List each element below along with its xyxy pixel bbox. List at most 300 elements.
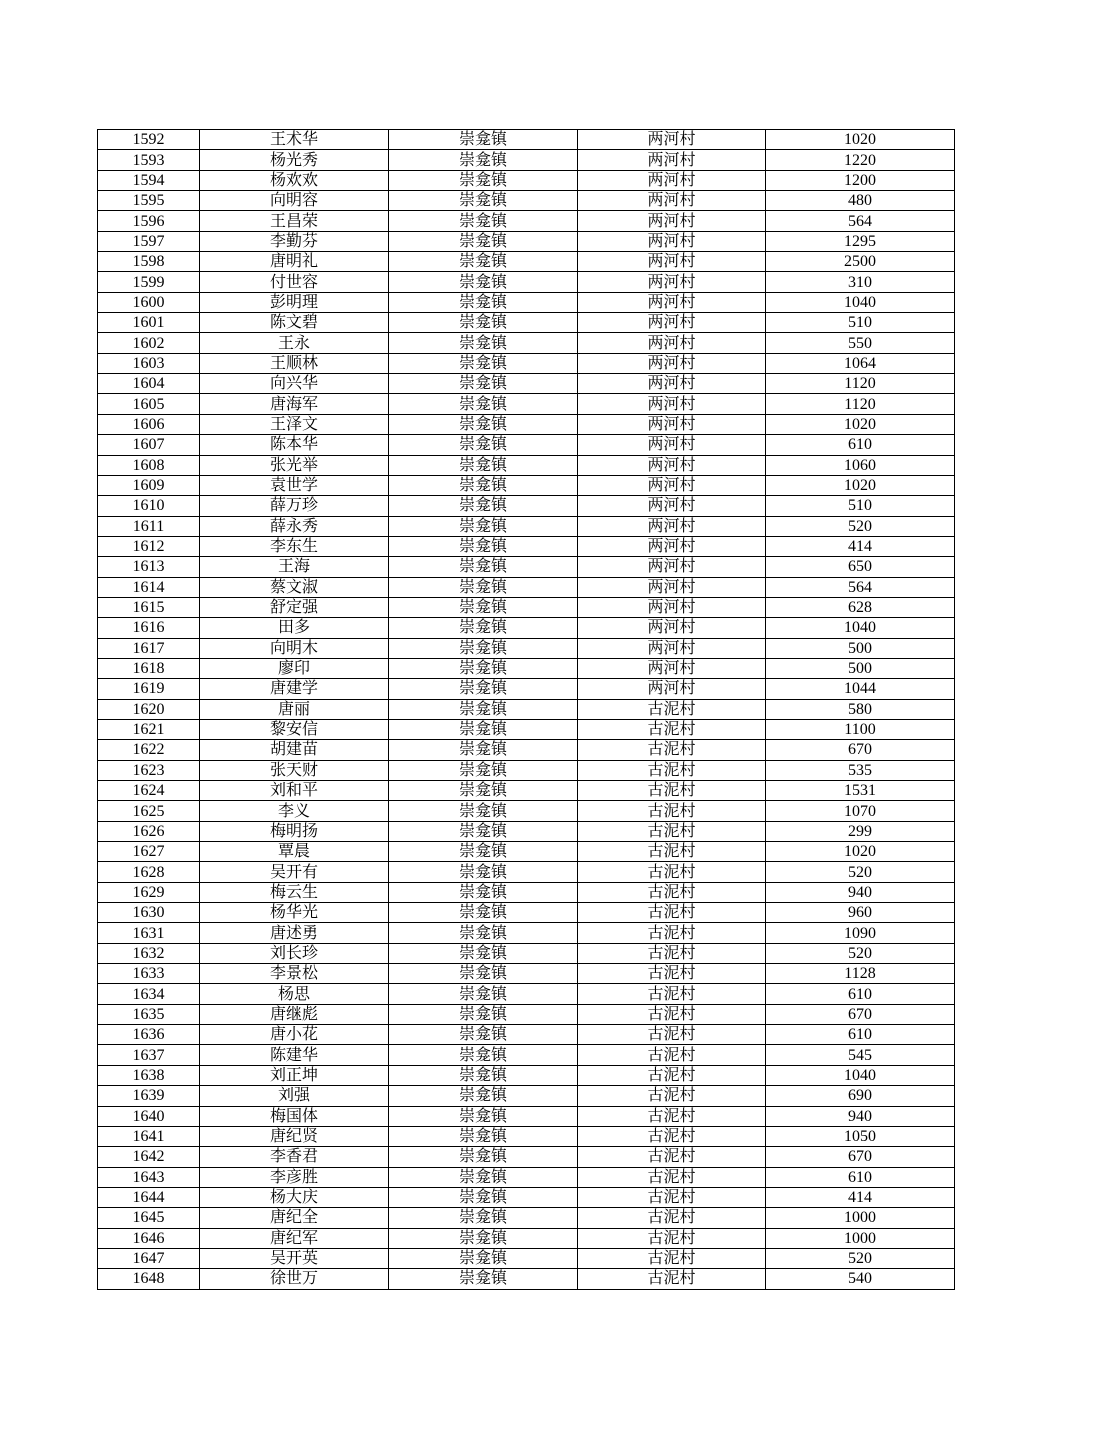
amount-cell: 510: [766, 496, 955, 516]
row-number-cell: 1593: [98, 150, 200, 170]
town-cell: 崇龛镇: [389, 252, 578, 272]
village-cell: 古泥村: [578, 1086, 766, 1106]
row-number-cell: 1624: [98, 781, 200, 801]
table-row: [98, 557, 955, 577]
table-row: [98, 191, 955, 211]
name-cell: 舒定强: [200, 597, 389, 617]
table-row: [98, 475, 955, 495]
table-row: [98, 1004, 955, 1024]
table-body: [98, 130, 955, 1290]
amount-cell: 690: [766, 1086, 955, 1106]
amount-cell: 1050: [766, 1126, 955, 1146]
village-cell: 两河村: [578, 150, 766, 170]
town-cell: 崇龛镇: [389, 536, 578, 556]
town-cell: 崇龛镇: [389, 638, 578, 658]
table-row: [98, 964, 955, 984]
town-cell: 崇龛镇: [389, 1248, 578, 1268]
village-cell: 古泥村: [578, 923, 766, 943]
name-cell: 向兴华: [200, 374, 389, 394]
name-cell: 袁世学: [200, 475, 389, 495]
name-cell: 李香君: [200, 1147, 389, 1167]
name-cell: 廖印: [200, 658, 389, 678]
amount-cell: 1020: [766, 414, 955, 434]
amount-cell: 1020: [766, 475, 955, 495]
name-cell: 王昌荣: [200, 211, 389, 231]
table-row: [98, 943, 955, 963]
table-row: [98, 638, 955, 658]
row-number-cell: 1615: [98, 597, 200, 617]
table-row: [98, 842, 955, 862]
amount-cell: 414: [766, 536, 955, 556]
row-number-cell: 1603: [98, 353, 200, 373]
name-cell: 杨光秀: [200, 150, 389, 170]
table-row: [98, 374, 955, 394]
table-row: [98, 130, 955, 150]
row-number-cell: 1645: [98, 1208, 200, 1228]
town-cell: 崇龛镇: [389, 1147, 578, 1167]
amount-cell: 310: [766, 272, 955, 292]
row-number-cell: 1602: [98, 333, 200, 353]
village-cell: 两河村: [578, 191, 766, 211]
row-number-cell: 1623: [98, 760, 200, 780]
name-cell: 唐纪全: [200, 1208, 389, 1228]
table-row: [98, 1126, 955, 1146]
name-cell: 薛万珍: [200, 496, 389, 516]
village-cell: 古泥村: [578, 1269, 766, 1289]
amount-cell: 2500: [766, 252, 955, 272]
name-cell: 陈建华: [200, 1045, 389, 1065]
amount-cell: 545: [766, 1045, 955, 1065]
row-number-cell: 1598: [98, 252, 200, 272]
town-cell: 崇龛镇: [389, 1086, 578, 1106]
amount-cell: 1020: [766, 130, 955, 150]
row-number-cell: 1621: [98, 719, 200, 739]
table-row: [98, 679, 955, 699]
name-cell: 王泽文: [200, 414, 389, 434]
village-cell: 两河村: [578, 272, 766, 292]
amount-cell: 610: [766, 1025, 955, 1045]
table-row: [98, 150, 955, 170]
table-row: [98, 1269, 955, 1289]
village-cell: 两河村: [578, 638, 766, 658]
amount-cell: 1120: [766, 394, 955, 414]
village-cell: 两河村: [578, 679, 766, 699]
town-cell: 崇龛镇: [389, 1228, 578, 1248]
row-number-cell: 1601: [98, 313, 200, 333]
village-cell: 古泥村: [578, 1025, 766, 1045]
amount-cell: 610: [766, 1167, 955, 1187]
name-cell: 唐丽: [200, 699, 389, 719]
table-row: [98, 455, 955, 475]
village-cell: 古泥村: [578, 842, 766, 862]
town-cell: 崇龛镇: [389, 1126, 578, 1146]
name-cell: 王顺林: [200, 353, 389, 373]
row-number-cell: 1630: [98, 903, 200, 923]
row-number-cell: 1631: [98, 923, 200, 943]
table-row: [98, 353, 955, 373]
town-cell: 崇龛镇: [389, 191, 578, 211]
amount-cell: 670: [766, 740, 955, 760]
name-cell: 唐小花: [200, 1025, 389, 1045]
town-cell: 崇龛镇: [389, 842, 578, 862]
name-cell: 薛永秀: [200, 516, 389, 536]
amount-cell: 520: [766, 943, 955, 963]
village-cell: 两河村: [578, 313, 766, 333]
amount-cell: 610: [766, 435, 955, 455]
row-number-cell: 1627: [98, 842, 200, 862]
row-number-cell: 1599: [98, 272, 200, 292]
village-cell: 两河村: [578, 333, 766, 353]
town-cell: 崇龛镇: [389, 435, 578, 455]
name-cell: 向明木: [200, 638, 389, 658]
amount-cell: 1040: [766, 292, 955, 312]
town-cell: 崇龛镇: [389, 597, 578, 617]
town-cell: 崇龛镇: [389, 475, 578, 495]
table-row: [98, 1065, 955, 1085]
village-cell: 古泥村: [578, 1147, 766, 1167]
table-row: [98, 211, 955, 231]
row-number-cell: 1633: [98, 964, 200, 984]
row-number-cell: 1608: [98, 455, 200, 475]
village-cell: 古泥村: [578, 1187, 766, 1207]
village-cell: 两河村: [578, 231, 766, 251]
village-cell: 两河村: [578, 597, 766, 617]
name-cell: 梅明扬: [200, 821, 389, 841]
amount-cell: 520: [766, 516, 955, 536]
village-cell: 古泥村: [578, 719, 766, 739]
row-number-cell: 1619: [98, 679, 200, 699]
town-cell: 崇龛镇: [389, 170, 578, 190]
name-cell: 王永: [200, 333, 389, 353]
name-cell: 覃晨: [200, 842, 389, 862]
town-cell: 崇龛镇: [389, 658, 578, 678]
table-row: [98, 1106, 955, 1126]
name-cell: 唐纪贤: [200, 1126, 389, 1146]
town-cell: 崇龛镇: [389, 760, 578, 780]
town-cell: 崇龛镇: [389, 333, 578, 353]
table-row: [98, 1167, 955, 1187]
village-cell: 两河村: [578, 475, 766, 495]
row-number-cell: 1606: [98, 414, 200, 434]
village-cell: 古泥村: [578, 781, 766, 801]
row-number-cell: 1646: [98, 1228, 200, 1248]
table-row: [98, 516, 955, 536]
amount-cell: 1020: [766, 842, 955, 862]
town-cell: 崇龛镇: [389, 496, 578, 516]
row-number-cell: 1625: [98, 801, 200, 821]
amount-cell: 1044: [766, 679, 955, 699]
table-row: [98, 333, 955, 353]
row-number-cell: 1604: [98, 374, 200, 394]
name-cell: 蔡文淑: [200, 577, 389, 597]
amount-cell: 670: [766, 1004, 955, 1024]
village-cell: 古泥村: [578, 821, 766, 841]
village-cell: 两河村: [578, 211, 766, 231]
row-number-cell: 1616: [98, 618, 200, 638]
table-row: [98, 903, 955, 923]
row-number-cell: 1595: [98, 191, 200, 211]
row-number-cell: 1597: [98, 231, 200, 251]
village-cell: 古泥村: [578, 1167, 766, 1187]
name-cell: 刘强: [200, 1086, 389, 1106]
table-row: [98, 1228, 955, 1248]
amount-cell: 1040: [766, 1065, 955, 1085]
row-number-cell: 1614: [98, 577, 200, 597]
data-table: [97, 129, 955, 1290]
village-cell: 两河村: [578, 455, 766, 475]
name-cell: 陈本华: [200, 435, 389, 455]
name-cell: 李义: [200, 801, 389, 821]
town-cell: 崇龛镇: [389, 150, 578, 170]
row-number-cell: 1647: [98, 1248, 200, 1268]
name-cell: 刘和平: [200, 781, 389, 801]
table-row: [98, 984, 955, 1004]
name-cell: 唐海军: [200, 394, 389, 414]
table-row: [98, 435, 955, 455]
town-cell: 崇龛镇: [389, 821, 578, 841]
table-row: [98, 414, 955, 434]
table-row: [98, 536, 955, 556]
name-cell: 张光举: [200, 455, 389, 475]
town-cell: 崇龛镇: [389, 801, 578, 821]
row-number-cell: 1596: [98, 211, 200, 231]
town-cell: 崇龛镇: [389, 679, 578, 699]
name-cell: 王海: [200, 557, 389, 577]
village-cell: 两河村: [578, 252, 766, 272]
amount-cell: 1200: [766, 170, 955, 190]
table-row: [98, 801, 955, 821]
table-row: [98, 760, 955, 780]
village-cell: 古泥村: [578, 903, 766, 923]
table-row: [98, 1045, 955, 1065]
village-cell: 两河村: [578, 353, 766, 373]
name-cell: 陈文碧: [200, 313, 389, 333]
name-cell: 李彦胜: [200, 1167, 389, 1187]
town-cell: 崇龛镇: [389, 374, 578, 394]
name-cell: 向明容: [200, 191, 389, 211]
row-number-cell: 1622: [98, 740, 200, 760]
amount-cell: 1100: [766, 719, 955, 739]
table-row: [98, 740, 955, 760]
village-cell: 古泥村: [578, 1228, 766, 1248]
village-cell: 两河村: [578, 496, 766, 516]
table-row: [98, 394, 955, 414]
name-cell: 付世容: [200, 272, 389, 292]
village-cell: 两河村: [578, 536, 766, 556]
row-number-cell: 1632: [98, 943, 200, 963]
row-number-cell: 1629: [98, 882, 200, 902]
town-cell: 崇龛镇: [389, 719, 578, 739]
amount-cell: 650: [766, 557, 955, 577]
town-cell: 崇龛镇: [389, 1025, 578, 1045]
name-cell: 梅国体: [200, 1106, 389, 1126]
town-cell: 崇龛镇: [389, 394, 578, 414]
name-cell: 王术华: [200, 130, 389, 150]
name-cell: 彭明理: [200, 292, 389, 312]
table-row: [98, 313, 955, 333]
village-cell: 古泥村: [578, 1045, 766, 1065]
table-row: [98, 1248, 955, 1268]
amount-cell: 540: [766, 1269, 955, 1289]
row-number-cell: 1611: [98, 516, 200, 536]
table-row: [98, 862, 955, 882]
row-number-cell: 1643: [98, 1167, 200, 1187]
name-cell: 杨欢欢: [200, 170, 389, 190]
town-cell: 崇龛镇: [389, 618, 578, 638]
row-number-cell: 1617: [98, 638, 200, 658]
table-row: [98, 923, 955, 943]
row-number-cell: 1626: [98, 821, 200, 841]
row-number-cell: 1612: [98, 536, 200, 556]
table-row: [98, 170, 955, 190]
town-cell: 崇龛镇: [389, 577, 578, 597]
name-cell: 刘长珍: [200, 943, 389, 963]
amount-cell: 480: [766, 191, 955, 211]
amount-cell: 500: [766, 638, 955, 658]
amount-cell: 940: [766, 1106, 955, 1126]
row-number-cell: 1600: [98, 292, 200, 312]
amount-cell: 414: [766, 1187, 955, 1207]
village-cell: 两河村: [578, 557, 766, 577]
row-number-cell: 1610: [98, 496, 200, 516]
table-row: [98, 699, 955, 719]
village-cell: 两河村: [578, 394, 766, 414]
amount-cell: 299: [766, 821, 955, 841]
row-number-cell: 1648: [98, 1269, 200, 1289]
town-cell: 崇龛镇: [389, 292, 578, 312]
table-row: [98, 577, 955, 597]
name-cell: 杨大庆: [200, 1187, 389, 1207]
town-cell: 崇龛镇: [389, 882, 578, 902]
name-cell: 胡建苗: [200, 740, 389, 760]
row-number-cell: 1594: [98, 170, 200, 190]
name-cell: 唐明礼: [200, 252, 389, 272]
village-cell: 古泥村: [578, 882, 766, 902]
village-cell: 古泥村: [578, 1248, 766, 1268]
name-cell: 吴开英: [200, 1248, 389, 1268]
amount-cell: 564: [766, 577, 955, 597]
row-number-cell: 1636: [98, 1025, 200, 1045]
town-cell: 崇龛镇: [389, 231, 578, 251]
name-cell: 梅云生: [200, 882, 389, 902]
name-cell: 杨华光: [200, 903, 389, 923]
row-number-cell: 1639: [98, 1086, 200, 1106]
town-cell: 崇龛镇: [389, 353, 578, 373]
amount-cell: 1090: [766, 923, 955, 943]
town-cell: 崇龛镇: [389, 1004, 578, 1024]
name-cell: 田多: [200, 618, 389, 638]
table-row: [98, 781, 955, 801]
village-cell: 两河村: [578, 374, 766, 394]
name-cell: 杨思: [200, 984, 389, 1004]
row-number-cell: 1592: [98, 130, 200, 150]
row-number-cell: 1644: [98, 1187, 200, 1207]
village-cell: 古泥村: [578, 964, 766, 984]
name-cell: 唐继彪: [200, 1004, 389, 1024]
amount-cell: 1060: [766, 455, 955, 475]
village-cell: 两河村: [578, 618, 766, 638]
village-cell: 古泥村: [578, 699, 766, 719]
village-cell: 古泥村: [578, 1106, 766, 1126]
name-cell: 李勤芬: [200, 231, 389, 251]
table-row: [98, 658, 955, 678]
table-row: [98, 496, 955, 516]
row-number-cell: 1618: [98, 658, 200, 678]
amount-cell: 670: [766, 1147, 955, 1167]
table-row: [98, 231, 955, 251]
village-cell: 两河村: [578, 130, 766, 150]
village-cell: 两河村: [578, 516, 766, 536]
table-row: [98, 618, 955, 638]
town-cell: 崇龛镇: [389, 516, 578, 536]
amount-cell: 564: [766, 211, 955, 231]
village-cell: 古泥村: [578, 740, 766, 760]
village-cell: 两河村: [578, 658, 766, 678]
amount-cell: 550: [766, 333, 955, 353]
village-cell: 两河村: [578, 577, 766, 597]
table-row: [98, 1086, 955, 1106]
town-cell: 崇龛镇: [389, 455, 578, 475]
row-number-cell: 1609: [98, 475, 200, 495]
village-cell: 古泥村: [578, 943, 766, 963]
town-cell: 崇龛镇: [389, 130, 578, 150]
town-cell: 崇龛镇: [389, 943, 578, 963]
table-row: [98, 272, 955, 292]
table-row: [98, 597, 955, 617]
town-cell: 崇龛镇: [389, 313, 578, 333]
village-cell: 两河村: [578, 414, 766, 434]
village-cell: 古泥村: [578, 1208, 766, 1228]
amount-cell: 1000: [766, 1208, 955, 1228]
amount-cell: 1040: [766, 618, 955, 638]
row-number-cell: 1637: [98, 1045, 200, 1065]
village-cell: 古泥村: [578, 801, 766, 821]
town-cell: 崇龛镇: [389, 1045, 578, 1065]
town-cell: 崇龛镇: [389, 272, 578, 292]
row-number-cell: 1628: [98, 862, 200, 882]
town-cell: 崇龛镇: [389, 923, 578, 943]
row-number-cell: 1613: [98, 557, 200, 577]
table-row: [98, 1208, 955, 1228]
name-cell: 唐建学: [200, 679, 389, 699]
row-number-cell: 1634: [98, 984, 200, 1004]
town-cell: 崇龛镇: [389, 781, 578, 801]
name-cell: 刘正坤: [200, 1065, 389, 1085]
amount-cell: 500: [766, 658, 955, 678]
amount-cell: 580: [766, 699, 955, 719]
name-cell: 徐世万: [200, 1269, 389, 1289]
town-cell: 崇龛镇: [389, 984, 578, 1004]
name-cell: 唐述勇: [200, 923, 389, 943]
table-row: [98, 292, 955, 312]
town-cell: 崇龛镇: [389, 414, 578, 434]
village-cell: 两河村: [578, 170, 766, 190]
amount-cell: 1220: [766, 150, 955, 170]
village-cell: 古泥村: [578, 760, 766, 780]
table-row: [98, 1187, 955, 1207]
amount-cell: 1000: [766, 1228, 955, 1248]
row-number-cell: 1640: [98, 1106, 200, 1126]
amount-cell: 520: [766, 1248, 955, 1268]
table-row: [98, 1147, 955, 1167]
row-number-cell: 1620: [98, 699, 200, 719]
amount-cell: 1064: [766, 353, 955, 373]
table-row: [98, 719, 955, 739]
amount-cell: 960: [766, 903, 955, 923]
name-cell: 黎安信: [200, 719, 389, 739]
village-cell: 古泥村: [578, 1126, 766, 1146]
town-cell: 崇龛镇: [389, 903, 578, 923]
